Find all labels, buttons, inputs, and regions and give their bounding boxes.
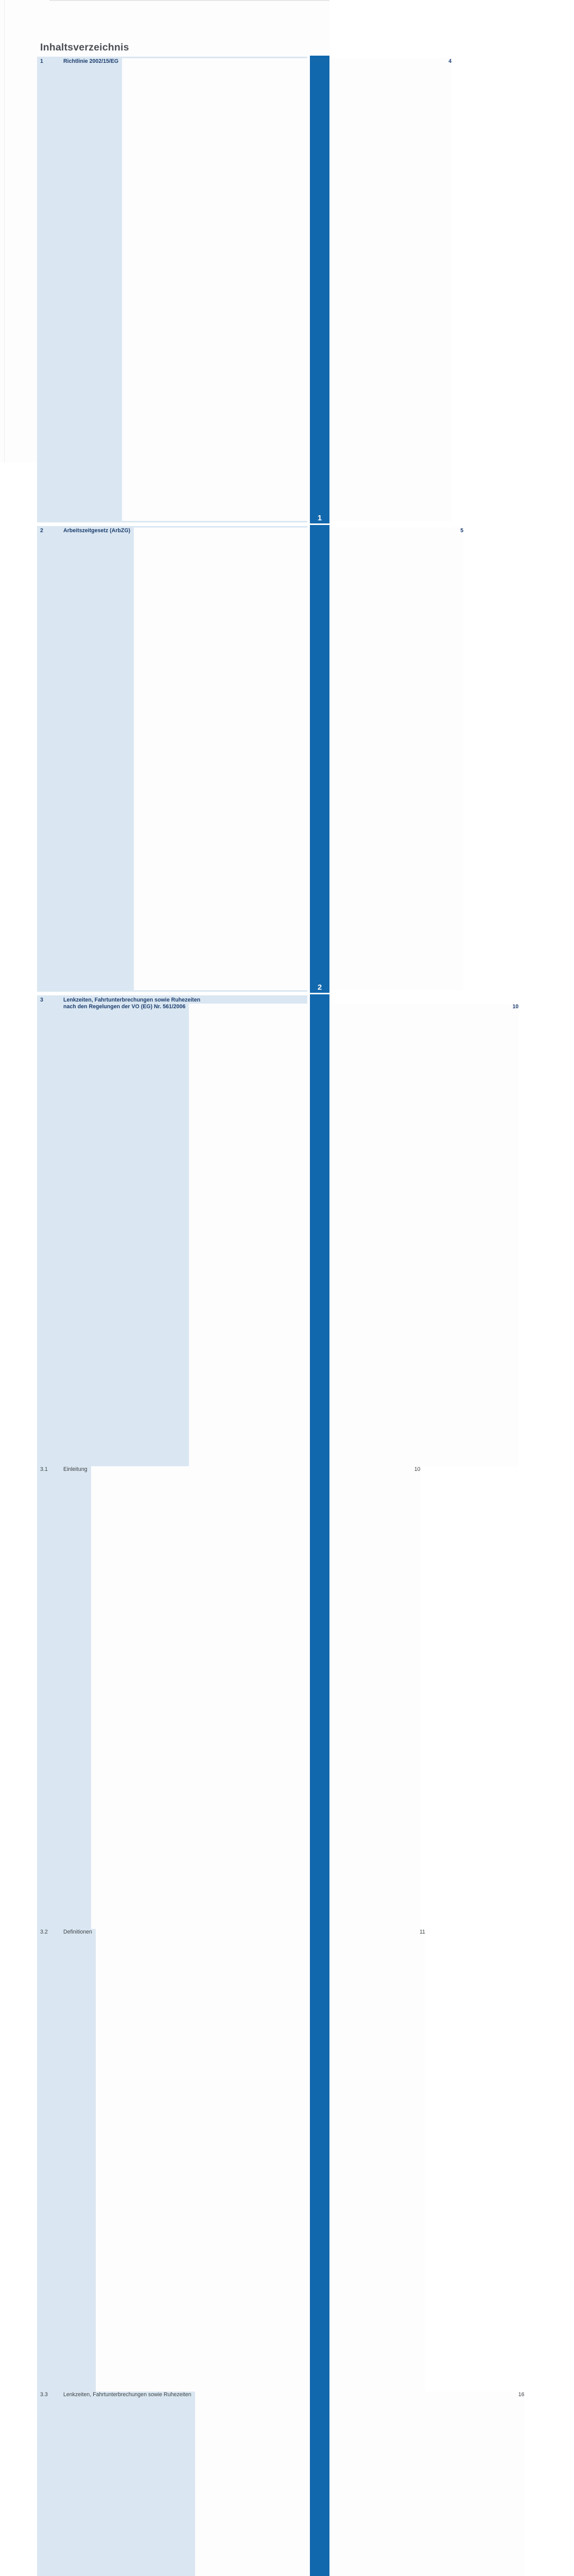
toc-sections — [37, 57, 525, 2576]
toc-entry — [40, 2391, 525, 2576]
entry-number: 3.3 — [40, 2391, 48, 2398]
toc-entry — [40, 58, 452, 521]
entry-title: nach den Regelungen der VO (EG) Nr. 561/2006 — [63, 1003, 186, 1010]
entry-page-number: 16 — [195, 2392, 525, 2576]
entry-title: Definitionen — [63, 1928, 92, 1935]
toc-entry — [40, 997, 303, 1004]
toc-content — [37, 42, 525, 2576]
toc-entry — [40, 1003, 519, 1466]
side-tab-1: 1 — [310, 56, 329, 523]
page-title: Inhaltsverzeichnis — [40, 42, 129, 53]
entry-number: 3.2 — [40, 1928, 48, 1935]
entry-title: Richtlinie 2002/15/EG — [63, 58, 119, 64]
entry-number: 3.1 — [40, 1466, 48, 1472]
side-tab-rail — [310, 0, 329, 992]
toc-entry — [40, 528, 464, 990]
entry-title: Einleitung — [63, 1466, 88, 1472]
entry-number — [40, 1004, 63, 1466]
entry-page-number: 10 — [91, 1466, 421, 1929]
entry-title: Lenkzeiten, Fahrtunterbrechungen sowie Ruhezeiten — [63, 997, 201, 1003]
scan-crease-artifact — [4, 0, 5, 463]
entry-number: 2 — [40, 528, 43, 534]
toc-section-band-s1 — [37, 57, 452, 522]
entry-title: Arbeitszeitgesetz (ArbZG) — [63, 528, 131, 534]
entry-page-number: 11 — [96, 1929, 425, 2392]
entry-number: 3 — [40, 997, 43, 1003]
entry-number: 1 — [40, 58, 43, 64]
toc-entry — [40, 1928, 425, 2392]
toc-section-band-s2 — [37, 526, 464, 992]
scan-top-edge-artifact — [49, 0, 329, 1]
entry-title: Lenkzeiten, Fahrtunterbrechungen sowie Ruhezeiten — [63, 2391, 192, 2398]
toc-entry — [40, 1466, 421, 1929]
side-tab-3 — [310, 994, 329, 2576]
entry-page-number: 5 — [134, 528, 463, 990]
entry-page-number: 4 — [122, 58, 451, 521]
side-tab-2: 2 — [310, 525, 329, 993]
entry-page-number: 10 — [189, 1004, 518, 1466]
toc-section-band-s3 — [37, 995, 525, 2576]
